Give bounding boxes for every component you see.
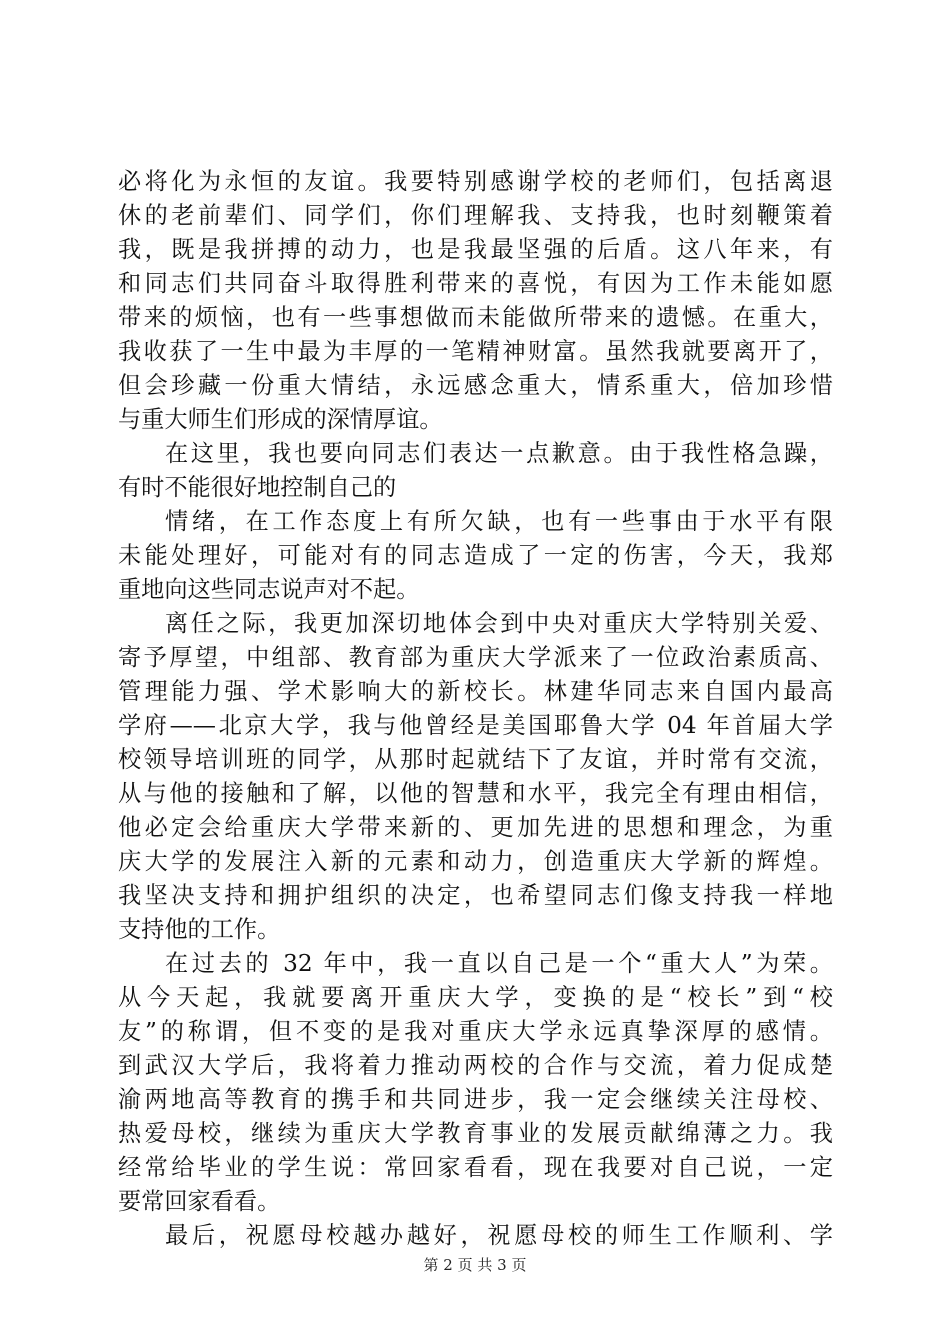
text-line: 我，既是我拼搏的动力，也是我最坚强的后盾。这八年来，有 xyxy=(118,236,833,263)
text-line: 到武汉大学后，我将着力推动两校的合作与交流，着力促成楚 xyxy=(118,1052,833,1079)
text-line: 校领导培训班的同学，从那时起就结下了友谊，并时常有交流， xyxy=(118,746,833,773)
text-line: 有时不能很好地控制自己的 xyxy=(118,474,397,501)
text-line: 在过去的 32 年中，我一直以自己是一个“重大人”为荣。 xyxy=(165,950,833,977)
text-line: 渝两地高等教育的携手和共同进步，我一定会继续关注母校、 xyxy=(118,1086,833,1113)
text-line: 在这里，我也要向同志们表达一点歉意。由于我性格急躁， xyxy=(165,440,833,467)
text-line: 带来的烦恼，也有一些事想做而未能做所带来的遗憾。在重大， xyxy=(118,304,833,331)
text-line: 热爱母校，继续为重庆大学教育事业的发展贡献绵薄之力。我 xyxy=(118,1120,833,1147)
text-line: 经常给毕业的学生说：常回家看看，现在我要对自己说，一定 xyxy=(118,1154,833,1181)
text-line: 庆大学的发展注入新的元素和动力，创造重庆大学新的辉煌。 xyxy=(118,848,833,875)
text-line: 从今天起，我就要离开重庆大学，变换的是“校长”到“校 xyxy=(118,984,833,1011)
text-line: 离任之际，我更加深切地体会到中央对重庆大学特别关爱、 xyxy=(165,610,833,637)
text-line: 管理能力强、学术影响大的新校长。林建华同志来自国内最高 xyxy=(118,678,833,705)
text-line: 与重大师生们形成的深情厚谊。 xyxy=(118,406,443,433)
text-line: 学府——北京大学，我与他曾经是美国耶鲁大学 04 年首届大学 xyxy=(118,712,833,739)
text-line: 支持他的工作。 xyxy=(118,916,281,943)
body-text xyxy=(118,165,833,1253)
text-line: 要常回家看看。 xyxy=(118,1188,281,1215)
text-line: 和同志们共同奋斗取得胜利带来的喜悦，有因为工作未能如愿 xyxy=(118,270,833,297)
text-line: 重地向这些同志说声对不起。 xyxy=(118,576,420,603)
page-number-footer: 第 2 页 共 3 页 xyxy=(423,1256,527,1274)
text-line: 从与他的接触和了解，以他的智慧和水平，我完全有理由相信， xyxy=(118,780,833,807)
text-line: 未能处理好，可能对有的同志造成了一定的伤害，今天，我郑 xyxy=(118,542,833,569)
text-line: 必将化为永恒的友谊。我要特别感谢学校的老师们，包括离退 xyxy=(118,168,833,195)
text-line: 寄予厚望，中组部、教育部为重庆大学派来了一位政治素质高、 xyxy=(118,644,833,671)
text-line: 他必定会给重庆大学带来新的、更加先进的思想和理念，为重 xyxy=(118,814,833,841)
text-line: 情绪，在工作态度上有所欠缺，也有一些事由于水平有限 xyxy=(165,508,833,535)
text-line: 友”的称谓，但不变的是我对重庆大学永远真挚深厚的感情。 xyxy=(118,1018,833,1045)
text-line: 但会珍藏一份重大情结，永远感念重大，情系重大，倍加珍惜 xyxy=(118,372,833,399)
text-line: 最后，祝愿母校越办越好，祝愿母校的师生工作顺利、学 xyxy=(165,1222,833,1249)
text-line: 我收获了一生中最为丰厚的一笔精神财富。虽然我就要离开了， xyxy=(118,338,833,365)
text-line: 休的老前辈们、同学们，你们理解我、支持我，也时刻鞭策着 xyxy=(118,202,833,229)
text-line: 我坚决支持和拥护组织的决定，也希望同志们像支持我一样地 xyxy=(118,882,833,909)
